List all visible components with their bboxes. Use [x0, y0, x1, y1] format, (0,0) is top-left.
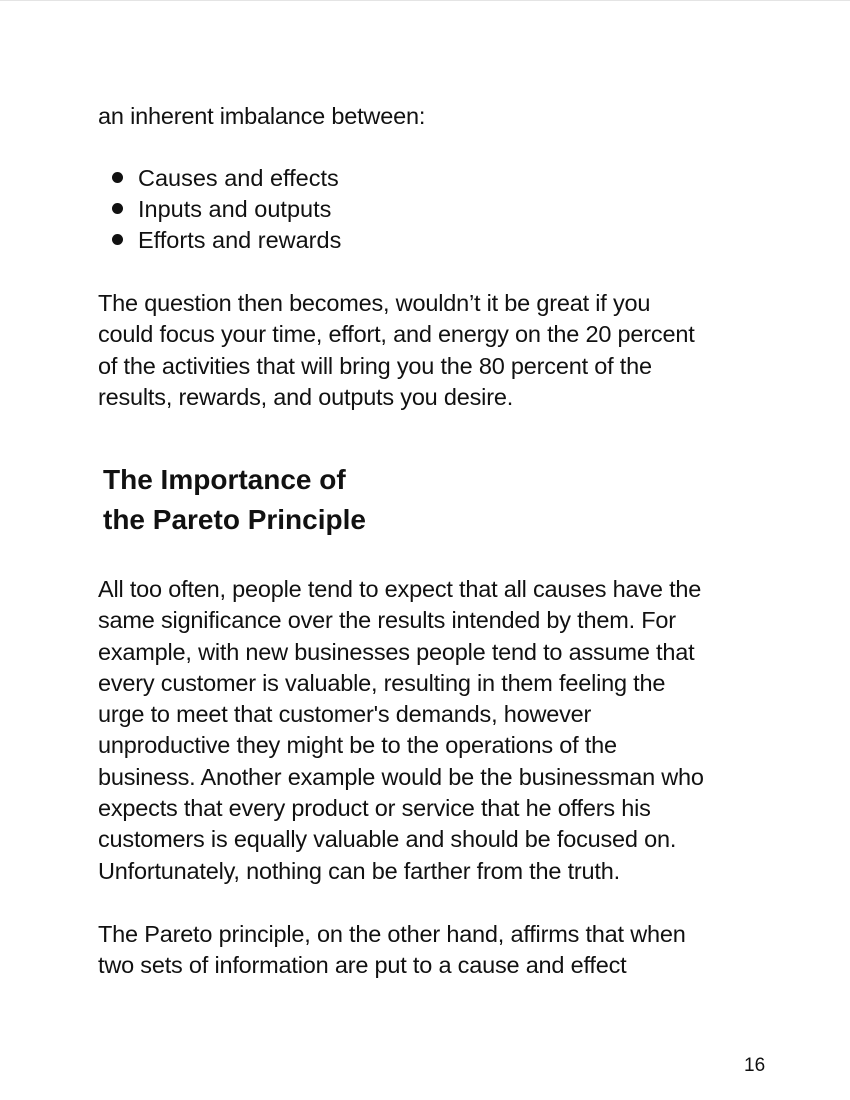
- text-line: Unfortunately, nothing can be farther from the truth.: [98, 857, 620, 884]
- bullet-icon: [112, 203, 123, 214]
- page-top-border: [0, 0, 850, 1]
- text-line: every customer is valuable, resulting in them feeling the: [98, 669, 666, 696]
- text-line: expects that every product or service that he offers his: [98, 795, 651, 822]
- bullet-list: [112, 163, 341, 256]
- text-line: two sets of information are put to a cause and effect: [98, 952, 627, 979]
- intro-line: [98, 101, 778, 132]
- page-number: 16: [744, 1055, 766, 1076]
- text-line: unproductive they might be to the operations of the: [98, 732, 617, 759]
- text-line: an inherent imbalance between:: [98, 103, 426, 129]
- text-line: could focus your time, effort, and energy on the 20 percent: [98, 321, 695, 348]
- heading-line: the Pareto Principle: [103, 504, 366, 535]
- bullet-text: Inputs and outputs: [138, 196, 332, 222]
- text-line: All too often, people tend to expect that all causes have the: [98, 576, 702, 602]
- text-line: The Pareto principle, on the other hand, affirms that when: [98, 921, 686, 947]
- text-line: business. Another example would be the businessman who: [98, 763, 704, 790]
- paragraph-question: [98, 288, 778, 413]
- text-line: customers is equally valuable and should be focused on.: [98, 826, 677, 853]
- bullet-item: [112, 225, 341, 256]
- bullet-text: Causes and effects: [138, 165, 339, 191]
- bullet-icon: [112, 234, 123, 245]
- text-line: urge to meet that customer's demands, however: [98, 701, 592, 728]
- text-line: of the activities that will bring you the 80 percent of the: [98, 352, 652, 379]
- section-heading: [103, 460, 366, 540]
- text-line: same significance over the results intended by them. For: [98, 607, 676, 634]
- paragraph-importance: [98, 574, 778, 887]
- text-line: The question then becomes, wouldn’t it be great if you: [98, 290, 651, 316]
- bullet-item: [112, 194, 341, 225]
- bullet-item: [112, 163, 341, 194]
- paragraph-pareto: [98, 919, 778, 982]
- heading-line: The Importance of: [103, 464, 346, 495]
- bullet-icon: [112, 172, 123, 183]
- bullet-text: Efforts and rewards: [138, 227, 342, 253]
- text-line: results, rewards, and outputs you desire.: [98, 383, 514, 410]
- text-line: example, with new businesses people tend to assume that: [98, 638, 695, 665]
